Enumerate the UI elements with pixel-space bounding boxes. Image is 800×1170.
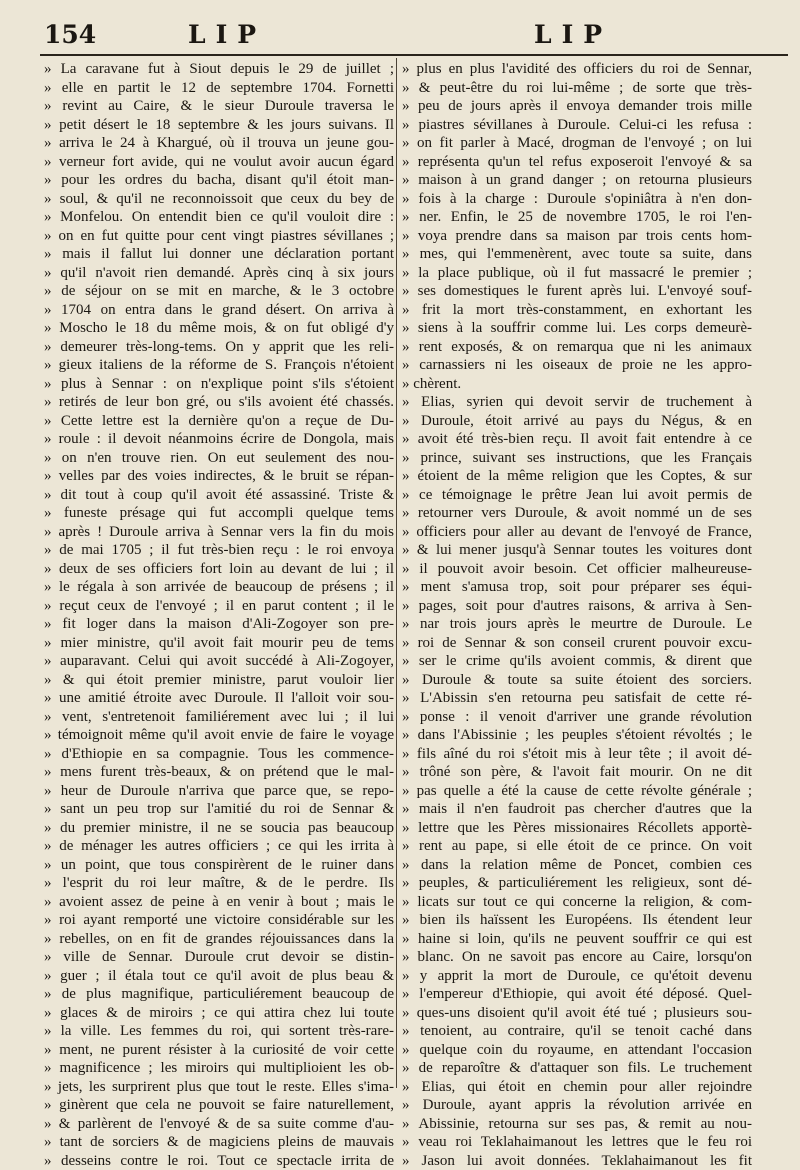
text-line: » dans la relation même de Poncet, combien ces xyxy=(402,856,752,875)
text-line: » siens à la souffrir comme lui. Les corps demeurè- xyxy=(402,319,752,338)
text-line: » frit la mort très-constamment, en exhortant les xyxy=(402,301,752,320)
text-line: » funeste présage qui fut accompli quelque tems xyxy=(44,504,394,523)
text-line: » chèrent. xyxy=(402,375,752,394)
page-number: 154 xyxy=(44,20,96,49)
text-line: » ce témoignage le prêtre Jean lui avoit permis de xyxy=(402,486,752,505)
text-line: » une amitié étroite avec Duroule. Il l'alloit voir sou- xyxy=(44,689,394,708)
text-line: » prince, suivant ses instructions, que les Français xyxy=(402,449,752,468)
text-line: » trôné son père, & l'avoit fait mourir. On ne dit xyxy=(402,763,752,782)
text-line: » blanc. On ne savoit pas encore au Caire, lorsqu'on xyxy=(402,948,752,967)
text-line: » de ménager les autres officiers ; ce qui les irrita à xyxy=(44,837,394,856)
text-line: » la place publique, où il fut massacré le premier ; xyxy=(402,264,752,283)
text-line: » heur de Duroule n'arriva que parce que, se repo- xyxy=(44,782,394,801)
text-line: » rent exposés, & on remarqua que ni les animaux xyxy=(402,338,752,357)
text-line: » mais il n'en faudroit pas chercher d'autres que la xyxy=(402,800,752,819)
text-line: » gieux italiens de la réforme de S. François n'étoient xyxy=(44,356,394,375)
text-line: » peu de jours après il envoya demander trois mille xyxy=(402,97,752,116)
text-line: » bien ils haïssent les Européens. Ils étendent leur xyxy=(402,911,752,930)
text-line: » de séjour on se mit en marche, & le 3 octobre xyxy=(44,282,394,301)
text-line: » Duroule, ayant appris la révolution arrivée en xyxy=(402,1096,752,1115)
text-line: » nar trois jours après le meurtre de Duroule. Le xyxy=(402,615,752,634)
text-line: » Duroule & toute sa suite étoient des sorciers. xyxy=(402,671,752,690)
text-line: » plus en plus l'avidité des officiers du roi de Sennar, xyxy=(402,60,752,79)
text-line: » ner. Enfin, le 25 de novembre 1705, le roi l'en- xyxy=(402,208,752,227)
running-head-right: LIP xyxy=(534,20,612,49)
text-line: » roi ayant remporté une victoire considérable sur les xyxy=(44,911,394,930)
text-line: » on n'en trouve rien. On eut seulement des nou- xyxy=(44,449,394,468)
text-line: » piastres sévillanes à Duroule. Celui-ci les refusa : xyxy=(402,116,752,135)
text-line: » quelque coin du royaume, en attendant l'occasion xyxy=(402,1041,752,1060)
text-line: » Abissinie, retourna sur ses pas, & remit au nou- xyxy=(402,1115,752,1134)
text-line: » pages, soit pour d'autres raisons, & arriva à Sen- xyxy=(402,597,752,616)
text-line: » & peut-être du roi lui-même ; de sorte que très- xyxy=(402,79,752,98)
text-line: » ponse : il venoit d'arriver une grande révolution xyxy=(402,708,752,727)
text-line: » rebelles, on en fit de grandes réjouissances dans la xyxy=(44,930,394,949)
text-line: » retirés de leur bon gré, ou s'ils avoient été chassés. xyxy=(44,393,394,412)
text-column-left xyxy=(44,60,394,1170)
text-line: » deux de ses officiers fort loin au devant de lui ; il xyxy=(44,560,394,579)
text-line: » la ville. Les femmes du roi, qui sortent très-rare- xyxy=(44,1022,394,1041)
text-line: » elle en partit le 12 de septembre 1704. Fornetti xyxy=(44,79,394,98)
text-line: » dans l'Abissinie ; les peuples s'étoient révoltés ; le xyxy=(402,726,752,745)
text-line: » carnassiers ni les oiseaux de proie ne les appro- xyxy=(402,356,752,375)
text-line: » de mai 1705 ; il fut très-bien reçu : le roi envoya xyxy=(44,541,394,560)
page-header xyxy=(0,20,800,54)
text-line: » ville de Sennar. Duroule crut devoir se distin- xyxy=(44,948,394,967)
text-line: » fils aîné du roi s'étoit mis à leur tête ; il avoit dé- xyxy=(402,745,752,764)
text-line: » ment, ne purent résister à la curiosité de voir cette xyxy=(44,1041,394,1060)
text-line: » y apprit la mort de Duroule, ce qu'étoit devenu xyxy=(402,967,752,986)
text-line: » L'Abissin s'en retourna peu satisfait de cette ré- xyxy=(402,689,752,708)
text-line: » représenta qu'un tel refus exposeroit l'envoyé & sa xyxy=(402,153,752,172)
text-line: » on fit parler à Macé, drogman de l'envoyé ; on lui xyxy=(402,134,752,153)
text-line: » glaces & de miroirs ; ce qui attira chez lui toute xyxy=(44,1004,394,1023)
text-line: » voya prendre dans sa maison par trois cents hom- xyxy=(402,227,752,246)
text-line: » verneur fort avide, qui ne voulut avoir aucun égard xyxy=(44,153,394,172)
text-line: » mens furent très-beaux, & on prétend que le mal- xyxy=(44,763,394,782)
text-line: » revint au Caire, & le sieur Duroule traversa le xyxy=(44,97,394,116)
text-line: » peuples, & particuliérement les religieux, sont dé- xyxy=(402,874,752,893)
text-line: » mier ministre, qu'il avoit fait mourir peu de tems xyxy=(44,634,394,653)
text-line: » maison à un grand danger ; on retourna plusieurs xyxy=(402,171,752,190)
text-line: » pour les ordres du bacha, disant qu'il étoit man- xyxy=(44,171,394,190)
text-line: » un point, que tous conspirèrent de le ruiner dans xyxy=(44,856,394,875)
text-line: » avoit été très-bien reçu. Il avoit fait entendre à ce xyxy=(402,430,752,449)
text-line: » pas quelle a été la cause de cette révolte générale ; xyxy=(402,782,752,801)
text-line: » ques-uns disoient qu'il avoit été tué ; plusieurs sou- xyxy=(402,1004,752,1023)
column-divider xyxy=(396,58,397,1088)
text-line: » de plus magnifique, particuliérement beaucoup de xyxy=(44,985,394,1004)
text-line: » roule : il devoit néanmoins écrire de Dongola, mais xyxy=(44,430,394,449)
text-line: » Elias, syrien qui devoit servir de truchement à xyxy=(402,393,752,412)
text-line: » ses domestiques le furent après lui. L'envoyé souf- xyxy=(402,282,752,301)
text-line: » lettre que les Pères missionaires Récollets apportè- xyxy=(402,819,752,838)
text-line: » guer ; il étala tout ce qu'il avoit de plus beau & xyxy=(44,967,394,986)
text-line: » haine si loin, qu'ils ne peuvent souffrir ce qui est xyxy=(402,930,752,949)
text-line: » après ! Duroule arriva à Sennar vers la fin du mois xyxy=(44,523,394,542)
text-line: » sant un peu trop sur l'amitié du roi de Sennar & xyxy=(44,800,394,819)
text-line: » roi de Sennar & son conseil crurent pouvoir excu- xyxy=(402,634,752,653)
text-line: » Jason lui avoit données. Teklahaimanout les fit xyxy=(402,1152,752,1170)
text-line: » Moscho le 18 du même mois, & on fut obligé d'y xyxy=(44,319,394,338)
text-line: » & parlèrent de l'envoyé & de sa suite comme d'au- xyxy=(44,1115,394,1134)
text-line: » licats sur tout ce qui concerne la religion, & com- xyxy=(402,893,752,912)
text-line: » ginèrent que cela ne pouvoit se faire naturellement, xyxy=(44,1096,394,1115)
text-line: » Duroule, étoit arrivé au pays du Négus, & en xyxy=(402,412,752,431)
text-line: » reçut ceux de l'envoyé ; il en parut content ; il le xyxy=(44,597,394,616)
text-line: » & qui étoit premier ministre, parut vouloir lier xyxy=(44,671,394,690)
text-line: » La caravane fut à Siout depuis le 29 de juillet ; xyxy=(44,60,394,79)
text-line: » rent au pape, si elle étoit de ce prince. On voit xyxy=(402,837,752,856)
text-line: » auparavant. Celui qui avoit succédé à Ali-Zogoyer, xyxy=(44,652,394,671)
header-rule xyxy=(40,54,788,56)
text-line: » témoignoit même qu'il avoit envie de faire le voyage xyxy=(44,726,394,745)
text-line: » Cette lettre est la dernière qu'on a reçue de Du- xyxy=(44,412,394,431)
text-line: » retourner vers Duroule, & avoit nommé un de ses xyxy=(402,504,752,523)
text-line: » l'esprit du roi leur maître, & de le perdre. Ils xyxy=(44,874,394,893)
text-line: » jets, les surprirent plus que tout le reste. Elles s'ima- xyxy=(44,1078,394,1097)
text-line: » vent, s'entretenoit familiérement avec lui ; il lui xyxy=(44,708,394,727)
text-line: » mais il fallut lui donner une déclaration portant xyxy=(44,245,394,264)
text-line: » ment s'amusa trop, soit pour préparer ses équi- xyxy=(402,578,752,597)
text-column-right xyxy=(402,60,752,1170)
text-line: » desseins contre le roi. Tout ce spectacle irrita de xyxy=(44,1152,394,1170)
text-line: » il pouvoit avoir besoin. Cet officier malheureuse- xyxy=(402,560,752,579)
text-line: » plus à Sennar : on n'explique point s'ils s'étoient xyxy=(44,375,394,394)
text-line: » d'Ethiopie en sa compagnie. Tous les commence- xyxy=(44,745,394,764)
text-line: » veau roi Teklahaimanout les lettres que le feu roi xyxy=(402,1133,752,1152)
running-head-left: LIP xyxy=(188,20,266,49)
text-line: » mes, qui l'emmenèrent, avec toute sa suite, dans xyxy=(402,245,752,264)
text-line: » de reparoître & d'attaquer son fils. Le truchement xyxy=(402,1059,752,1078)
text-line: » tant de sorciers & de magiciens pleins de mauvais xyxy=(44,1133,394,1152)
text-line: » arriva le 24 à Khargué, où il trouva un jeune gou- xyxy=(44,134,394,153)
text-line: » du premier ministre, il ne se soucia pas beaucoup xyxy=(44,819,394,838)
text-line: » on en fut quitte pour cent vingt piastres sévillanes ; xyxy=(44,227,394,246)
text-line: » 1704 on entra dans le grand désert. On arriva à xyxy=(44,301,394,320)
text-line: » petit désert le 18 septembre & les jours suivans. Il xyxy=(44,116,394,135)
text-line: » le régala à son arrivée de beaucoup de présens ; il xyxy=(44,578,394,597)
text-line: » Elias, qui étoit en chemin pour aller rejoindre xyxy=(402,1078,752,1097)
text-line: » magnificence ; les miroirs qui multiplioient les ob- xyxy=(44,1059,394,1078)
text-line: » étoient de la même religion que les Coptes, & sur xyxy=(402,467,752,486)
text-line: » qu'il n'avoit rien demandé. Après cinq à six jours xyxy=(44,264,394,283)
text-line: » & lui mener jusqu'à Sennar toutes les voitures dont xyxy=(402,541,752,560)
text-line: » tenoient, au contraire, qu'il se tenoit caché dans xyxy=(402,1022,752,1041)
text-line: » l'empereur d'Ethiopie, qui avoit été déposé. Quel- xyxy=(402,985,752,1004)
text-line: » soul, & qu'il ne reconnoissoit que ceux du bey de xyxy=(44,190,394,209)
text-line: » officiers pour aller au devant de l'envoyé de France, xyxy=(402,523,752,542)
text-line: » velles par des voies indirectes, & le bruit se répan- xyxy=(44,467,394,486)
text-line: » Monfelou. On entendit bien ce qu'il vouloit dire : xyxy=(44,208,394,227)
text-line: » fit loger dans la maison d'Ali-Zogoyer son pre- xyxy=(44,615,394,634)
text-line: » fois à la charge : Duroule s'opiniâtra à n'en don- xyxy=(402,190,752,209)
text-line: » demeurer très-long-tems. On y apprit que les reli- xyxy=(44,338,394,357)
text-line: » ser le crime qu'ils avoient commis, & dirent que xyxy=(402,652,752,671)
text-line: » dit tout à coup qu'il avoit été assassiné. Triste & xyxy=(44,486,394,505)
text-line: » avoient assez de peine à en venir à bout ; mais le xyxy=(44,893,394,912)
